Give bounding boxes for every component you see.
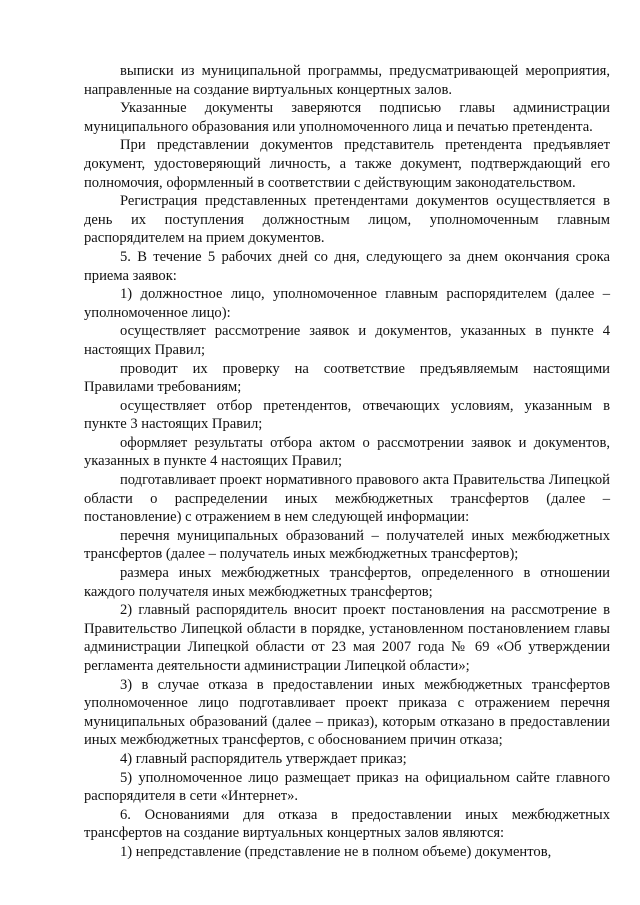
paragraph-11: подготавливает проект нормативного правового акта Правительства Липецкой области о распределении иных межбюджетных трансфертов (далее – постановление) с отражением в нем следующей информации: [84,472,610,526]
paragraph-4: Регистрация представленных претендентами документов осуществляется в день их поступления должностным лицом, уполномоченным главным распорядителем на прием документов. [84,193,610,247]
paragraph-19: 1) непредставление (представление не в полном объеме) документов, [120,843,552,860]
paragraph-12: перечня муниципальных образований – получателей иных межбюджетных трансфертов (далее – получатель иных межбюджетных трансфертов); [84,527,610,563]
paragraph-10: оформляет результаты отбора актом о рассмотрении заявок и документов, указанных в пункте 4 настоящих Правил; [84,434,610,470]
paragraph-5: 5. В течение 5 рабочих дней со дня, следующего за днем окончания срока приема заявок: [84,248,610,284]
paragraph-8: проводит их проверку на соответствие предъявляемым настоящими Правилами требованиям; [84,360,610,396]
paragraph-18: 6. Основаниями для отказа в предоставлении иных межбюджетных трансфертов на создание виртуальных концертных залов являются: [84,806,610,842]
paragraph-13: размера иных межбюджетных трансфертов, определенного в отношении каждого получателя иных межбюджетных трансфертов; [84,565,610,600]
paragraph-1: выписки из муниципальной программы, предусматривающей мероприятия, направленные на создание виртуальных концертных залов. [84,63,610,98]
paragraph-17: 5) уполномоченное лицо размещает приказ на официальном сайте главного распорядителя в сети «Интернет». [84,769,610,805]
paragraph-3: При представлении документов представитель претендента предъявляет документ, удостоверяющий личность, а также документ, подтверждающий его полномочия, оформленный в соответствии с действующим законодательством. [84,137,610,191]
paragraph-6: 1) должностное лицо, уполномоченное главным распорядителем (далее – уполномоченное лицо): [84,286,610,321]
paragraph-7: осуществляет рассмотрение заявок и документов, указанных в пункте 4 настоящих Правил; [84,323,610,358]
paragraph-16: 4) главный распорядитель утверждает приказ; [120,750,407,767]
paragraph-14: 2) главный распорядитель вносит проект постановления на рассмотрение в Правительство Липецкой области в порядке, установленном постановлением главы администрации Липецкой области от 23 мая 2007 года № 69 «Об утверждении регламента деятельности администрации Липецкой области»; [84,602,610,674]
paragraph-15: 3) в случае отказа в предоставлении иных межбюджетных трансфертов уполномоченное лицо подготавливает проект приказа с отражением перечня муниципальных образований (далее – приказ), которым отказано в предоставлении иных межбюджетных трансфертов, с обоснованием причин отказа; [84,676,610,749]
paragraph-9: осуществляет отбор претендентов, отвечающих условиям, указанным в пункте 3 настоящих Правил; [84,397,610,433]
paragraph-2: Указанные документы заверяются подписью главы администрации муниципального образования или уполномоченного лица и печатью претендента. [84,100,610,135]
